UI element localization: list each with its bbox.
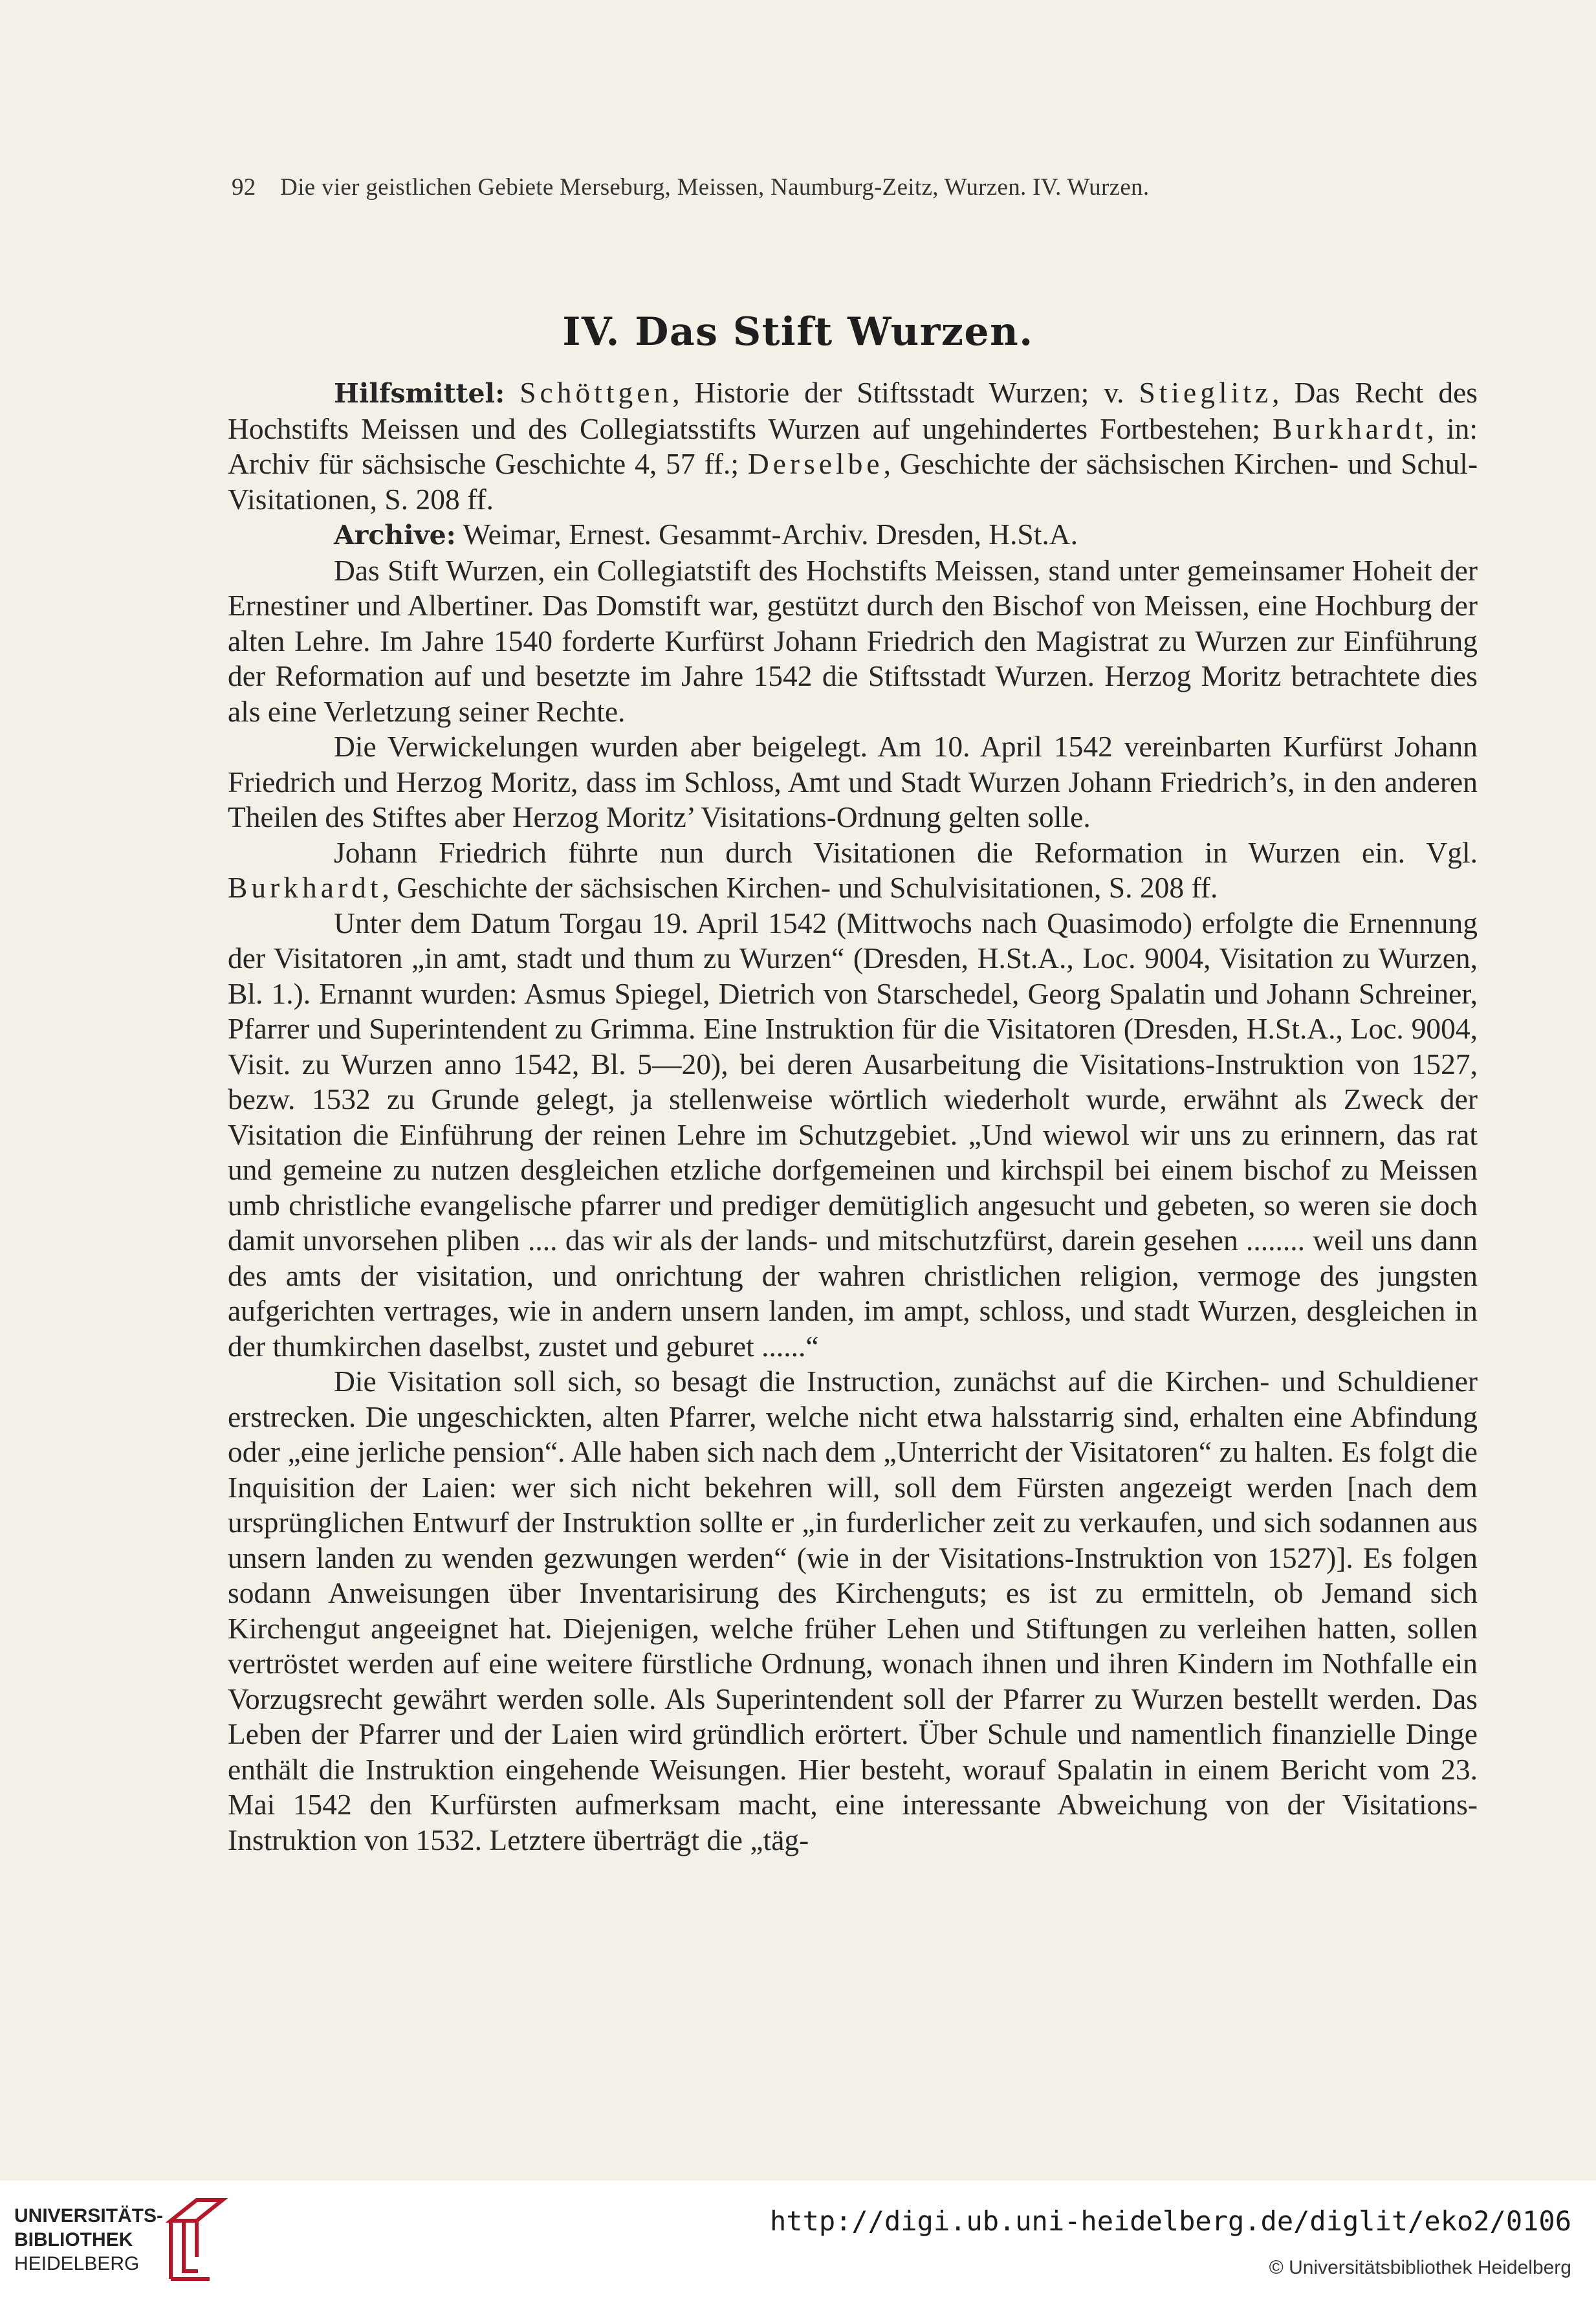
- paragraph: Die Verwickelungen wurden aber beigelegt. Am 10. April 1542 vereinbarten Kurfürst Johann Friedrich und Herzog Moritz, dass im Schloss, Amt und Stadt Wurzen Johann Friedrich’s, in den anderen Theilen des Stiftes aber Herzog Moritz’ Visitations-Ordnung gelten solle.: [228, 730, 1478, 833]
- page-number: 92: [232, 174, 256, 201]
- permalink-url[interactable]: http://digi.ub.uni-heidelberg.de/diglit/eko2/0106: [769, 2205, 1571, 2237]
- paragraph: Das Stift Wurzen, ein Collegiatstift des Hochstifts Meissen, stand unter gemeinsamer Hoheit der Ernestiner und Albertiner. Das Domstift war, gestützt durch den Bischof von Meissen, eine Hochburg der alten Lehre. Im Jahre 1540 forderte Kurfürst Johann Friedrich den Magistrat zu Wurzen zur Einführung der Reformation auf und besetzte im Jahre 1542 die Stiftsstadt Wurzen. Herzog Moritz betrachtete dies als eine Verletzung seiner Rechte.: [228, 553, 1478, 728]
- running-header: [232, 173, 1354, 201]
- author-name: Derselbe: [747, 447, 884, 480]
- label-hilfsmittel: Hilfsmittel:: [334, 378, 505, 409]
- text-run: , Das Recht des Hochstifts Meissen und des Collegiatsstifts Wurzen auf ungehindertes Fortbestehen;: [228, 376, 1478, 445]
- text-run: , Geschichte der sächsischen Kirchen- und Schul-Visitationen, S. 208 ff.: [228, 447, 1478, 516]
- running-title: Die vier geistlichen Gebiete Merseburg, Meissen, Naumburg-Zeitz, Wurzen. IV. Wurzen.: [280, 174, 1150, 201]
- library-logo-icon: [158, 2195, 229, 2285]
- author-name: Burkhardt: [228, 871, 382, 904]
- library-logo-text: [14, 2204, 163, 2276]
- label-archive: Archive:: [334, 520, 456, 551]
- logo-line: UNIVERSITÄTS-: [14, 2205, 164, 2227]
- text-run: Weimar, Ernest. Gesammt-Archiv. Dresden, H.St.A.: [455, 518, 1078, 551]
- paragraph: [228, 835, 1478, 906]
- author-name: Schöttgen: [519, 376, 673, 409]
- footer-bar: [0, 2181, 1596, 2299]
- section-title: IV. Das Stift Wurzen.: [562, 309, 1034, 355]
- paragraph-archive: [228, 517, 1478, 553]
- author-name: Burkhardt: [1272, 412, 1427, 445]
- author-name: Stieglitz: [1139, 376, 1273, 409]
- paragraph-hilfsmittel: [228, 375, 1478, 517]
- logo-line: HEIDELBERG: [14, 2253, 140, 2274]
- text-run: Johann Friedrich führte nun durch Visitationen die Reformation in Wurzen ein. Vgl.: [334, 835, 1478, 869]
- body-text: [228, 375, 1478, 1858]
- text-run: , Geschichte der sächsischen Kirchen- und Schulvisitationen, S. 208 ff.: [382, 871, 1218, 904]
- paragraph: Die Visitation soll sich, so besagt die Instruction, zunächst auf die Kirchen- und Schuldiener erstrecken. Die ungeschickten, alten Pfarrer, welche nicht etwa halsstarrig sind, erhalten eine Abfindung oder „eine jerliche pension“. Alle haben sich nach dem „Unterricht der Visitatoren“ zu halten. Es folgt die Inquisition der Laien: wer sich nicht bekehren will, soll dem Fürsten angezeigt werden [nach dem ursprünglichen Entwurf der Instruktion sollte er „in furderlicher zeit zu verkaufen, und sich sodannen aus unsern landen zu wenden gezwungen werden“ (wie in der Visitations-Instruktion von 1527)]. Es folgen sodann Anweisungen über Inventarisirung des Kirchenguts; es ist zu ermitteln, ob Jemand sich Kirchengut angeeignet hat. Diejenigen, welche früher Lehen und Stiftungen zu verleihen hatten, sollen vertröstet werden auf eine weitere fürstliche Ordnung, wonach ihnen und ihren Kindern im Nothfalle ein Vorzugsrecht gewährt werden solle. Als Superintendent soll der Pfarrer zu Wurzen bestellt werden. Das Leben der Pfarrer und der Laien wird gründlich erörtert. Über Schule und namentlich finanzielle Dinge enthält die Instruktion eingehende Weisungen. Hier besteht, worauf Spalatin in einem Bericht vom 23. Mai 1542 den Kurfürsten aufmerksam macht, eine interessante Abweichung von der Visitations-Instruktion von 1532. Letztere überträgt die „täg-: [228, 1365, 1478, 1856]
- text-run: , Historie der Stiftsstadt Wurzen; v.: [672, 376, 1139, 409]
- logo-line: BIBLIOTHEK: [14, 2229, 133, 2250]
- copyright-notice: © Universitätsbibliothek Heidelberg: [1269, 2257, 1571, 2278]
- paragraph: Unter dem Datum Torgau 19. April 1542 (Mittwochs nach Quasimodo) erfolgte die Ernennung der Visitatoren „in amt, stadt und thum zu Wurzen“ (Dresden, H.St.A., Loc. 9004, Visitation zu Wurzen, Bl. 1.). Ernannt wurden: Asmus Spiegel, Dietrich von Starschedel, Georg Spalatin und Johann Schreiner, Pfarrer und Superintendent zu Grimma. Eine Instruktion für die Visitatoren (Dresden, H.St.A., Loc. 9004, Visit. zu Wurzen anno 1542, Bl. 5—20), bei deren Ausarbeitung die Visitations-Instruktion von 1527, bezw. 1532 zu Grunde gelegt, ja stellenweise wörtlich wiederholt wurde, erwähnt als Zweck der Visitation die Einführung der reinen Lehre im Schutzgebiet. „Und wiewol wir uns zu erinnern, das rat und gemeine zu nutzen desgleichen etzliche dorfgemeinen und kirchspil bei einem bischof zu Meissen umb christliche evangelische pfarrer und prediger demütiglich angesucht und gebeten, so weren sie doch damit unvorsehen pliben .... das wir als der lands- und mitschutzfürst, darein gesehen ........ weil uns dann des amts der visitation, und onrichtung der wahren christlichen religion, vermoge des jungsten aufgerichten vertrages, wie in andern unsern landen, im ampt, schloss, und stadt Wurzen, desgleichen in der thumkirchen daselbst, zustet und geburet ......“: [228, 906, 1478, 1363]
- text-run: , in: Archiv für sächsische Geschichte 4, 57 ff.;: [228, 412, 1478, 480]
